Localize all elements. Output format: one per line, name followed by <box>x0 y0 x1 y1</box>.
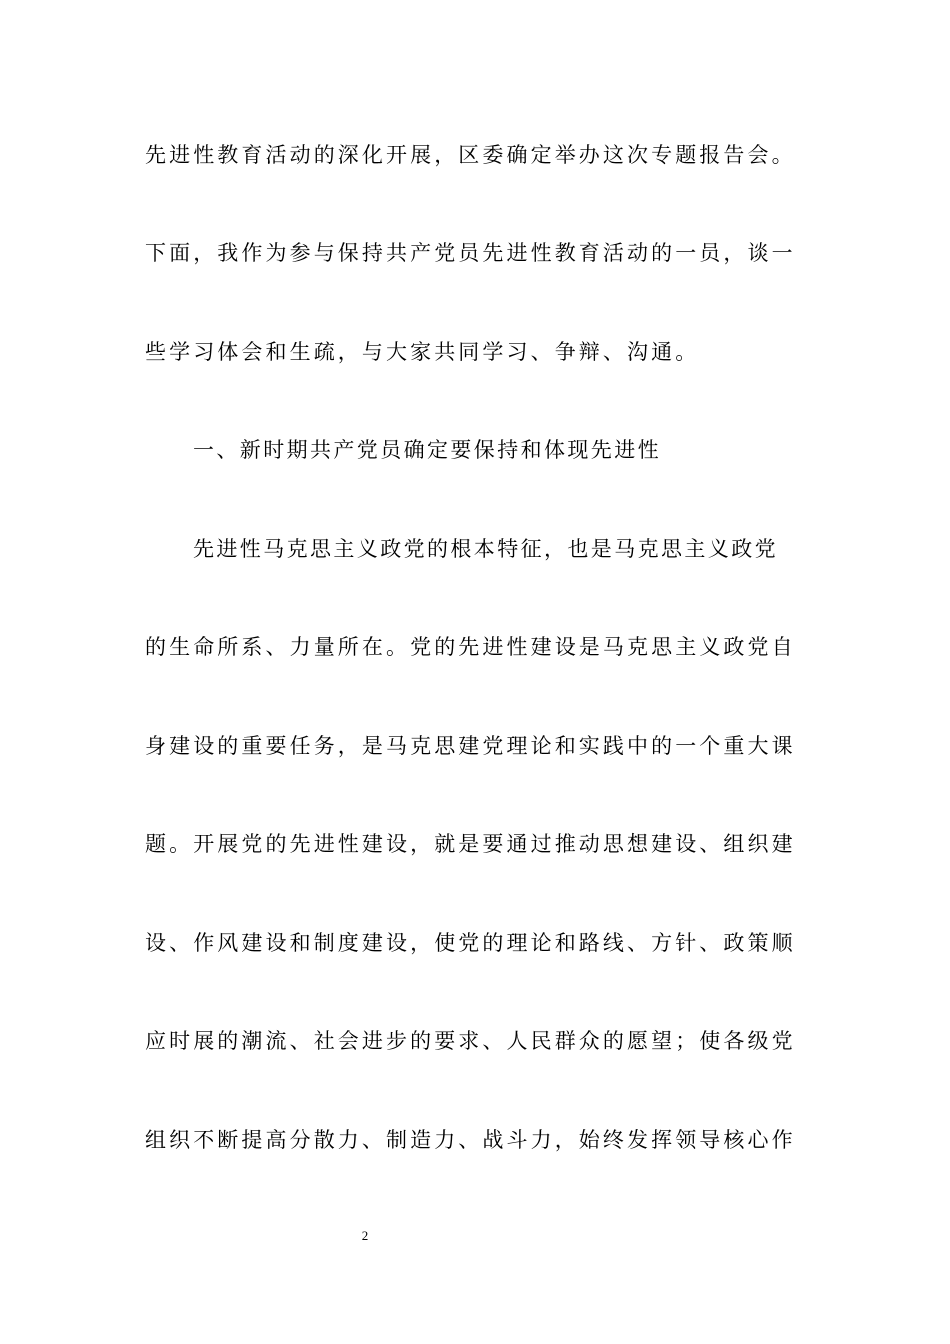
text-line-9: 设、作风建设和制度建设，使党的理论和路线、方针、政策顺 <box>145 931 796 955</box>
text-line-11: 组织不断提高分散力、制造力、战斗力，始终发挥领导核心作 <box>145 1128 796 1152</box>
text-line-7: 身建设的重要任务，是马克思建党理论和实践中的一个重大课 <box>145 734 796 758</box>
section-heading: 一、新时期共产党员确定要保持和体现先进性 <box>193 438 661 462</box>
text-line-3: 些学习体会和生疏，与大家共同学习、争辩、沟通。 <box>145 340 700 364</box>
text-line-8: 题。开展党的先进性建设，就是要通过推动思想建设、组织建 <box>145 832 796 856</box>
text-line-1: 先进性教育活动的深化开展，区委确定举办这次专题报告会。 <box>145 143 796 167</box>
text-line-6: 的生命所系、力量所在。党的先进性建设是马克思主义政党自 <box>145 635 796 659</box>
text-line-5: 先进性马克思主义政党的根本特征，也是马克思主义政党 <box>193 537 778 561</box>
text-line-10: 应时展的潮流、社会进步的要求、人民群众的愿望；使各级党 <box>145 1029 796 1053</box>
page-number: 2 <box>361 1228 369 1243</box>
text-line-2: 下面，我作为参与保持共产党员先进性教育活动的一员，谈一 <box>145 241 796 265</box>
